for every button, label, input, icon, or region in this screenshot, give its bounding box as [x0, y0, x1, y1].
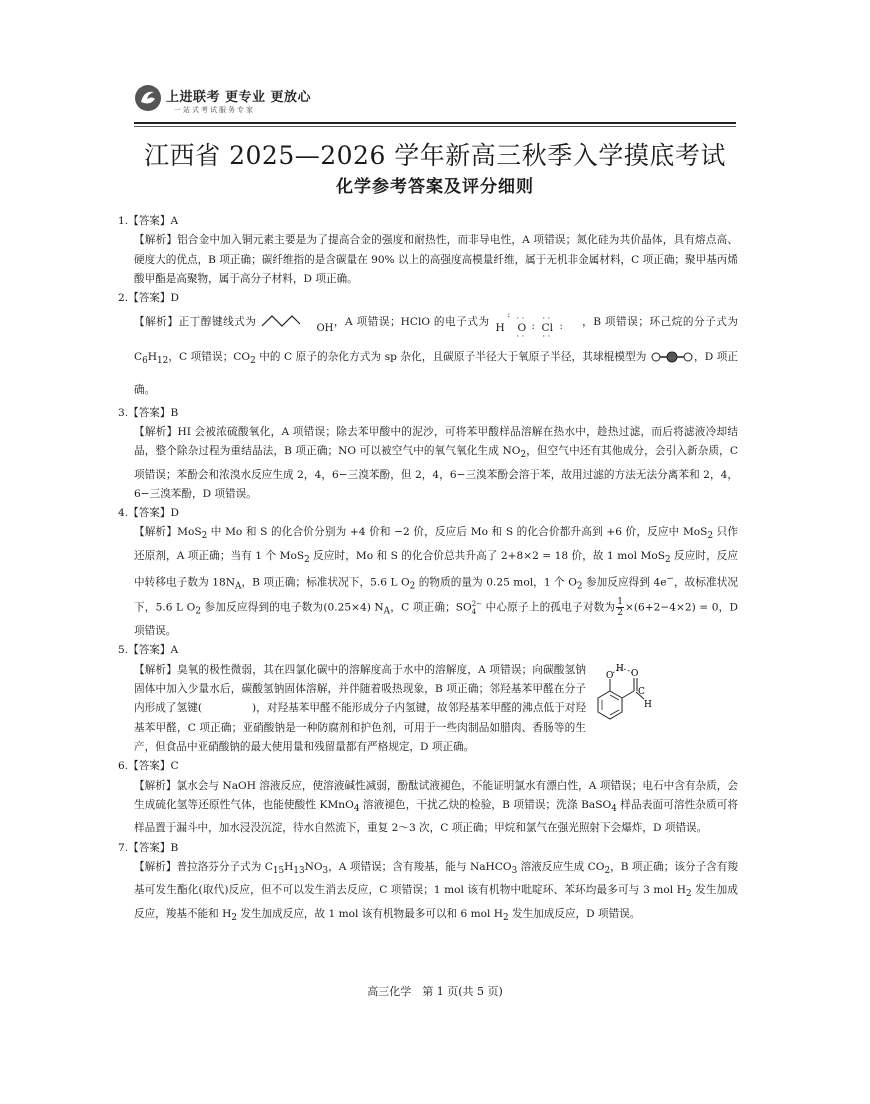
question-2	[118, 289, 738, 403]
question-5	[118, 641, 738, 757]
lewis-dots: :	[507, 310, 511, 320]
answer-line: 4.【答案】D	[118, 507, 179, 520]
mol-o2: O	[631, 668, 639, 679]
tagline: 一站式考试服务专家	[174, 106, 255, 114]
lewis-o: O	[517, 322, 527, 335]
explanation: O H O C H 【解析】臭氧的极性微弱，其在四氯化碳中的溶解度高于水中的溶解度，A 项错误；向碳酸氢钠固体中加入少量水后，碳酸氢钠固体溶解，并伴随着吸热现象，B 项正确；邻羟基苯甲醛在分子内形成了氢键( )，对羟基苯甲醛不能形成分子内氢键，故邻羟基苯甲醛的沸点低于对羟基苯甲醛，C 项正确；亚硝酸钠是一种防腐剂和护色剂，可用于一些肉制品如腊肉、香肠等的生产，但食品中亚硝酸钠的最大使用量和残留量都有严格规定，D 项正确。	[118, 661, 738, 757]
explanation: 【解析】HI 会被浓硫酸氧化，A 项错误；除去苯甲酸中的泥沙，可将苯甲酸样品溶解在热水中，趁热过滤，而后将滤液冷却结晶，整个除杂过程为重结晶法，B 项正确；NO 可以被空气中的氧气氧化生成 $NO_2$，但空气中还有其他成分，会引入新杂质，C 项错误；苯酚会和浓溴水反应生成 2，4，6−三溴苯酚，但 2，4，6−三溴苯酚会溶于苯，故用过滤的方法无法分离苯和 2，4，6−三溴苯酚，D 项错误。	[134, 425, 739, 500]
answer-content	[118, 212, 738, 928]
lewis-structure: H : O · · · · : Cl · · · · :	[495, 310, 563, 342]
question-7	[118, 839, 738, 929]
slogan: 上进联考 更专业 更放心	[166, 90, 312, 105]
salicylaldehyde-structure-icon	[586, 661, 682, 725]
page-title: 江西省 2025—2026 学年新高三秋季入学摸底考试	[144, 141, 726, 170]
question-6	[118, 757, 738, 838]
page-footer: 高三化学 第 1 页(共 5 页)	[367, 985, 503, 998]
answer-line: 1.【答案】A	[118, 215, 179, 227]
logo-icon	[134, 84, 162, 112]
page-subtitle: 化学参考答案及评分细则	[336, 177, 534, 197]
explanation: 【解析】正丁醇键线式为 OH，A 项错误；HClO 的电子式为 H : O · · · · : Cl · · · · : ，B 项错误；环己烷的分子式为 $C_6H_{12}$，C 项错误；$CO_2$ 中的 C 原子的杂化方式为 sp 杂化，且碳原子半径大于氧原子半径，其球棍模型为 ，D 项正确。	[134, 310, 739, 396]
answer-line: 2.【答案】D	[118, 292, 179, 305]
header-rule	[134, 122, 736, 124]
mol-c: C	[638, 686, 645, 697]
co2-ball-stick-icon	[650, 351, 694, 363]
header-rule-thin	[134, 126, 736, 127]
mol-o1: O	[606, 670, 614, 681]
explanation: 【解析】氯水会与 NaOH 溶液反应，使溶液碱性减弱，酚酞试液褪色，不能证明氯水有漂白性，A 项错误；电石中含有杂质，会生成硫化氢等还原性气体，也能使酸性 KMnO$_4$ 溶液褪色，干扰乙炔的检验，B 项错误；洗涤 BaSO$_4$ 样品表面可溶性杂质可将样品置于漏斗中，加水浸没沉淀，待水自然流下，重复 2～3 次，C 项正确；甲烷和氯气在强光照射下会爆炸，D 项错误。	[134, 779, 738, 835]
mol-h1: H	[616, 663, 624, 674]
oh-label: OH	[316, 323, 334, 335]
answer-line: 7.【答案】B	[118, 841, 179, 854]
explanation: 【解析】MoS$_2$ 中 Mo 和 S 的化合价分别为 +4 价和 −2 价，反应后 Mo 和 S 的化合价都升高到 +6 价，反应中 MoS$_2$ 只作还原剂，A 项正确；当有 1 个 MoS$_2$ 反应时，Mo 和 S 的化合价总共升高了 2+8×2 = 18 价，故 1 mol MoS$_2$ 反应时，反应中转移电子数为 $18N_A$，B 项正确；标准状况下，5.6 L $O_2$ 的物质的量为 0.25 mol，1 个 $O_2$ 参加反应得到 4e−，故标准状况下，5.6 L $O_2$ 参加反应得到的电子数为(0.25×4) $N_A$，C 项正确；SO 2− 4 中心原子上的孤电子对数为 $\frac{1}{2}$ ×(6+2−4×2) = 0，D 项错误。	[134, 526, 739, 638]
fraction: $\frac{1}{2}$	[617, 597, 623, 619]
explanation: 【解析】普拉洛芬分子式为 $C_{15}H_{13}NO_3$，A 项错误；含有羧基，能与 NaHCO$_3$ 溶液反应生成 $CO_2$，B 项正确；该分子含有羧基可发生酯化(取代)反应，但不可以发生消去反应，C 项错误；1 mol 该有机物中吡啶环、苯环均最多可与 3 mol $H_2$ 发生加成反应，羧基不能和 $H_2$ 发生加成反应，故 1 mol 该有机物最多可以和 6 mol $H_2$ 发生加成反应，D 项错误。	[134, 860, 739, 923]
header	[134, 80, 734, 124]
butanol-skeletal-icon	[260, 312, 316, 332]
answer-line: 6.【答案】C	[118, 760, 179, 773]
question-3	[118, 404, 738, 505]
mol-h2: H	[644, 699, 652, 710]
answer-line: 5.【答案】A	[118, 644, 179, 657]
lewis-cl: Cl	[541, 322, 554, 335]
answer-line: 3.【答案】B	[118, 406, 179, 419]
lewis-h: H	[495, 322, 505, 335]
question-4	[118, 504, 738, 641]
explanation: 【解析】铝合金中加入铜元素主要是为了提高合金的强度和耐热性，而非导电性，A 项错误；氮化硅为共价晶体，具有熔点高、硬度大的优点，B 项正确；碳纤维指的是含碳量在 90% 以上的高强度高模量纤维，属于无机非金属材料，C 项正确；聚甲基丙烯酸甲酯是高聚物，属于高分子材料，D 项正确。	[134, 234, 738, 285]
question-1	[118, 212, 738, 289]
